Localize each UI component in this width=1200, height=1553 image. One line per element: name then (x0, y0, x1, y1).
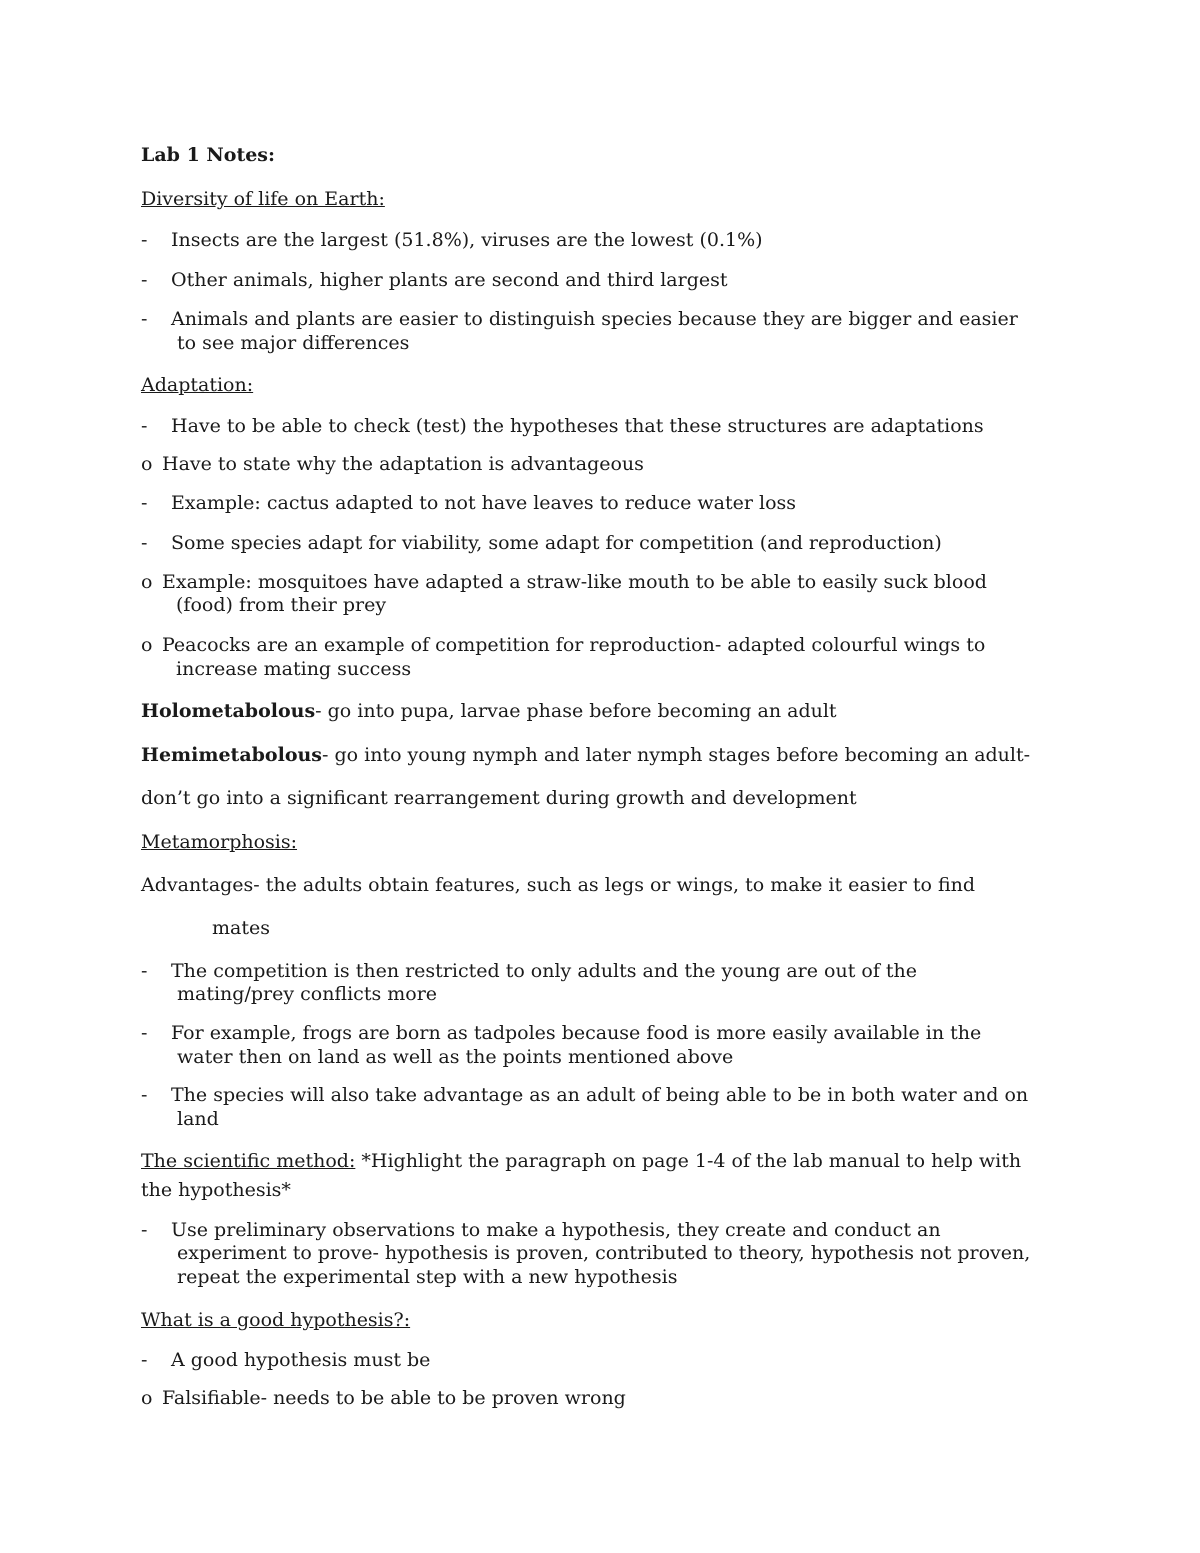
list-item-text: For example, frogs are born as tadpoles because food is more easily available in the (171, 1022, 982, 1044)
scientific-method-line (141, 1149, 1021, 1173)
section-heading-good-hypothesis: What is a good hypothesis?: (141, 1309, 411, 1331)
list-item-text: to see major differences (177, 332, 410, 354)
definition-holometabolous (141, 699, 837, 723)
bullet-marker: o (141, 453, 153, 475)
bullet-marker: - (141, 960, 148, 982)
bullet-marker: o (141, 571, 153, 593)
highlight-note-continuation: the hypothesis* (141, 1179, 291, 1201)
list-item-text: Some species adapt for viability, some adapt for competition (and reproduction) (171, 532, 942, 554)
section-heading-scientific-method: The scientific method: (141, 1150, 356, 1172)
definition-continuation: don’t go into a significant rearrangement during growth and development (141, 787, 857, 809)
list-item-text: Peacocks are an example of competition for reproduction- adapted colourful wings to (162, 634, 986, 656)
list-item-text: The competition is then restricted to only adults and the young are out of the (171, 960, 918, 982)
bullet-marker: o (141, 634, 153, 656)
list-item-text: experiment to prove- hypothesis is proven, contributed to theory, hypothesis not proven, (177, 1242, 1031, 1264)
list-item-text: Have to be able to check (test) the hypotheses that these structures are adaptations (171, 415, 984, 437)
bullet-marker: - (141, 1219, 148, 1241)
bullet-marker: - (141, 1022, 148, 1044)
term-hemimetabolous: Hemimetabolous (141, 744, 323, 766)
definition-text: - go into young nymph and later nymph stages before becoming an adult- (322, 744, 1031, 766)
definition-text: - go into pupa, larvae phase before becoming an adult (315, 700, 837, 722)
list-item-text: Animals and plants are easier to distinguish species because they are bigger and easier (171, 308, 1018, 330)
list-item-text: Example: mosquitoes have adapted a straw-like mouth to be able to easily suck blood (162, 571, 987, 593)
list-item-text: mating/prey conflicts more (177, 983, 438, 1005)
bullet-marker: - (141, 492, 148, 514)
list-item-text: Use preliminary observations to make a hypothesis, they create and conduct an (171, 1219, 941, 1241)
highlight-note: *Highlight the paragraph on page 1-4 of the lab manual to help with (355, 1150, 1022, 1172)
list-item-text: Other animals, higher plants are second and third largest (171, 269, 728, 291)
section-heading-metamorphosis: Metamorphosis: (141, 831, 298, 853)
bullet-marker: - (141, 308, 148, 330)
list-item-text: A good hypothesis must be (171, 1349, 431, 1371)
advantages-text: Advantages- the adults obtain features, such as legs or wings, to make it easier to find (141, 874, 976, 896)
list-item-text: Example: cactus adapted to not have leaves to reduce water loss (171, 492, 797, 514)
list-item-text: Insects are the largest (51.8%), viruses are the lowest (0.1%) (171, 229, 763, 251)
list-item-text: Have to state why the adaptation is advantageous (162, 453, 644, 475)
bullet-marker: o (141, 1387, 153, 1409)
list-item-text: The species will also take advantage as an adult of being able to be in both water and on (171, 1084, 1029, 1106)
page-title: Lab 1 Notes: (141, 144, 276, 166)
list-item-text: increase mating success (176, 658, 412, 680)
advantages-continuation: mates (212, 917, 270, 939)
list-item-text: land (177, 1108, 219, 1130)
bullet-marker: - (141, 532, 148, 554)
term-holometabolous: Holometabolous (141, 700, 316, 722)
bullet-marker: - (141, 1349, 148, 1371)
bullet-marker: - (141, 229, 148, 251)
list-item-text: Falsifiable- needs to be able to be proven wrong (162, 1387, 626, 1409)
section-heading-adaptation: Adaptation: (141, 374, 254, 396)
list-item-text: water then on land as well as the points mentioned above (177, 1046, 734, 1068)
list-item-text: repeat the experimental step with a new hypothesis (177, 1266, 678, 1288)
list-item-text: (food) from their prey (176, 594, 387, 616)
bullet-marker: - (141, 415, 148, 437)
definition-hemimetabolous (141, 743, 1030, 767)
bullet-marker: - (141, 269, 148, 291)
section-heading-diversity: Diversity of life on Earth: (141, 188, 385, 210)
bullet-marker: - (141, 1084, 148, 1106)
